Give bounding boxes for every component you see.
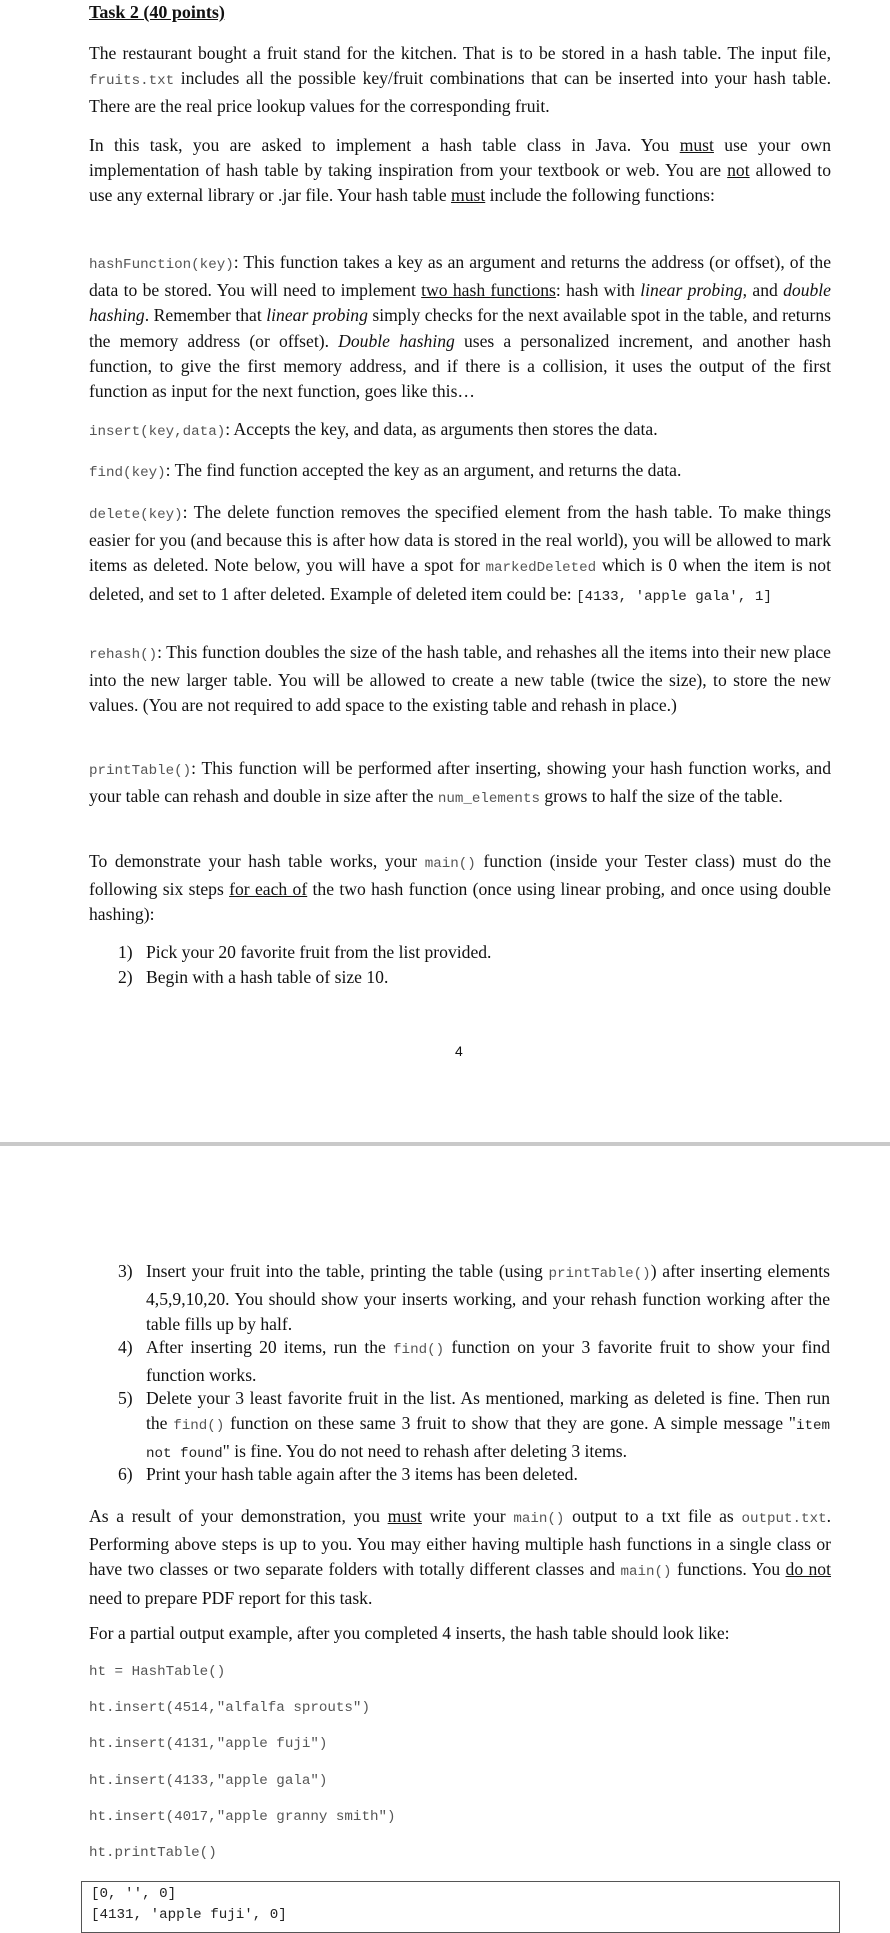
code-line: ht.insert(4514,"alfalfa sprouts") bbox=[89, 1700, 370, 1716]
task-description-paragraph: In this task, you are asked to implement a hash table class in Java. You must use your own implementation of hash table by taking inspiration from your textbook or web. You are not allowed to use any external library or .jar file. Your hash table must include the following functions: bbox=[89, 135, 831, 206]
step-3: 3) Insert your fruit into the table, printing the table (using printTable()) after inserting elements 4,5,9,10,20. You should show your inserts working, and your rehash function working after the table fills up by half. bbox=[118, 1261, 830, 1335]
code-line: ht.printTable() bbox=[89, 1845, 217, 1861]
print-table-code: printTable() bbox=[548, 1266, 651, 1282]
page-number: 4 bbox=[455, 1043, 463, 1059]
print-table-code: printTable() bbox=[89, 763, 192, 779]
hash-function-description: hashFunction(key): This function takes a key as an argument and returns the address (or offset), of the data to be stored. You will need to implement two hash functions: hash with linear probing, and double hashing. Remember that linear probing simply checks for the next available spot in the table, and returns the memory address (or offset). Double hashing uses a personalized increment, and another hash function, to give the first memory address, and if there is a collision, it uses the output of the first function as input for the next function, goes like this… bbox=[89, 252, 831, 402]
output-file-name: output.txt bbox=[741, 1511, 827, 1527]
rehash-description: rehash(): This function doubles the size of the hash table, and rehashes all the items into their new place into the new larger table. You will be allowed to create a new table (twice the size), to store the new values. (You are not required to add space to the existing table and rehash in place.) bbox=[89, 642, 831, 716]
marked-deleted-code: markedDeleted bbox=[485, 560, 597, 577]
output-line: [4131, 'apple fuji', 0] bbox=[91, 1907, 287, 1923]
deleted-item-example: [4133, 'apple gala', 1] bbox=[576, 588, 772, 605]
step-2: 2) Begin with a hash table of size 10. bbox=[118, 967, 389, 987]
rehash-code: rehash() bbox=[89, 647, 158, 663]
find-description: find(key): The find function accepted the key as an argument, and returns the data. bbox=[89, 460, 682, 481]
hash-function-code: hashFunction(key) bbox=[89, 257, 234, 273]
main-code: main() bbox=[424, 856, 476, 872]
main-code: main() bbox=[513, 1511, 565, 1527]
step-1: 1) Pick your 20 favorite fruit from the list provided. bbox=[118, 942, 492, 962]
partial-output-intro: For a partial output example, after you completed 4 inserts, the hash table should look like: bbox=[89, 1623, 730, 1643]
find-code: find() bbox=[173, 1418, 225, 1435]
main-code: main() bbox=[620, 1564, 672, 1581]
print-table-description: printTable(): This function will be performed after inserting, showing your hash function works, and your table can rehash and double in size after the num_elements grows to half the size of the table. bbox=[89, 758, 831, 808]
output-line: [0, '', 0] bbox=[91, 1886, 177, 1902]
insert-description: insert(key,data): Accepts the key, and data, as arguments then stores the data. bbox=[89, 419, 658, 440]
code-line: ht.insert(4131,"apple fuji") bbox=[89, 1736, 328, 1752]
delete-description: delete(key): The delete function removes the specified element from the hash table. To make things easier for you (and because this is after how data is stored in the real world), you will be allowed to mark items as deleted. Note below, you will have a spot for markedDeleted which is 0 when the item is not deleted, and set to 1 after deleted. Example of deleted item could be: [4133, 'apple gala', 1] bbox=[89, 502, 831, 605]
output-example-box bbox=[81, 1881, 840, 1933]
find-code: find(key) bbox=[89, 465, 166, 481]
fruits-file-name: fruits.txt bbox=[89, 73, 175, 90]
step-5: 5) Delete your 3 least favorite fruit in the list. As mentioned, marking as deleted is fine. Then run the find() function on these same 3 fruit to show that they are gone. A simple message "item not found" is fine. You do not need to rehash after deleting 3 items. bbox=[118, 1388, 830, 1463]
intro-paragraph: The restaurant bought a fruit stand for the kitchen. That is to be stored in a hash table. The input file, fruits.txt includes all the possible key/fruit combinations that can be inserted into your hash table. There are the real price lookup values for the corresponding fruit. bbox=[89, 43, 831, 117]
result-paragraph: As a result of your demonstration, you must write your main() output to a txt file as output.txt. Performing above steps is up to you. You may either having multiple hash functions in a single class or have two classes or two separate folders with totally different classes and main() functions. You do not need to prepare PDF report for this task. bbox=[89, 1506, 831, 1608]
delete-code: delete(key) bbox=[89, 507, 183, 523]
find-code: find() bbox=[393, 1342, 445, 1358]
item-not-found-message: item not found bbox=[146, 1418, 830, 1463]
demonstration-paragraph: To demonstrate your hash table works, your main() function (inside your Tester class) must do the following six steps for each of the two hash function (once using linear probing, and once using double hashing): bbox=[89, 851, 831, 925]
insert-code: insert(key,data) bbox=[89, 424, 226, 440]
task-heading: Task 2 (40 points) bbox=[89, 2, 225, 22]
num-elements-code: num_elements bbox=[437, 791, 540, 808]
step-6: 6) Print your hash table again after the 3 items has been deleted. bbox=[118, 1464, 578, 1484]
code-line: ht.insert(4133,"apple gala") bbox=[89, 1773, 328, 1789]
code-line: ht.insert(4017,"apple granny smith") bbox=[89, 1809, 396, 1825]
step-4: 4) After inserting 20 items, run the find() function on your 3 favorite fruit to show your find function works. bbox=[118, 1337, 830, 1386]
code-line: ht = HashTable() bbox=[89, 1664, 226, 1680]
